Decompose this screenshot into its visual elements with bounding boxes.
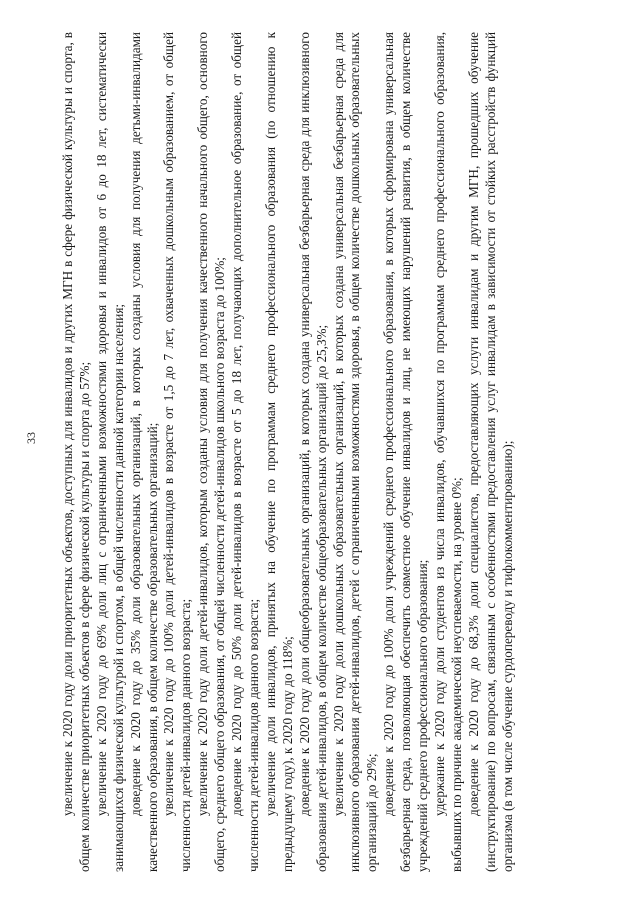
paragraph: доведение к 2020 году до 100% доли учреждений среднего профессионального образования, в которых сформирована универсальная безбарьерная среда, позволяющая обеспечить совместное обучение инвалидов и лиц, не имеющих нарушений развития, в общем количестве учреждений среднего профессионального образования; (381, 32, 431, 872)
paragraph: доведение к 2020 году доли общеобразовательных организаций, в которых создана универсальная безбарьерная среда для инклюзивного образования детей-инвалидов, в общем количестве общеобразовательных организаций до 25,3%; (296, 32, 329, 872)
paragraph: увеличение доли инвалидов, принятых на обучение по программам среднего профессионального образования (по отношению к предыдущему году), к 2020 году до 118%; (262, 32, 295, 872)
paragraph: увеличение к 2020 году доли дошкольных образовательных организаций, в которых создана универсальная безбарьерная среда для инклюзивного образования детей-инвалидов, детей с ограниченными возможностями здоровья, в общем количестве дошкольных образовательных организаций до 29%; (330, 32, 380, 872)
paragraph: увеличение к 2020 году до 69% доли лиц с ограниченными возможностями здоровья и инвалидов от 6 до 18 лет, систематически занимающихся физической культурой и спортом, в общей численности данной категории населения; (93, 32, 126, 872)
page-number: 33 (24, 432, 38, 444)
paragraph: увеличение к 2020 году до 100% доли детей-инвалидов в возрасте от 1,5 до 7 лет, охваченных дошкольным образованием, от общей численности детей-инвалидов данного возраста; (161, 32, 194, 872)
paragraph: доведение к 2020 году до 35% доли образовательных организаций, в которых созданы условия для получения детьми-инвалидами качественного образования, в общем количестве образовательных организаций; (127, 32, 160, 872)
document-body (60, 32, 516, 872)
paragraph: доведение к 2020 году до 50% доли детей-инвалидов в возрасте от 5 до 18 лет, получающих дополнительное образование, от общей численности детей-инвалидов данного возраста; (229, 32, 261, 872)
paragraph: удержание к 2020 году доли студентов из числа инвалидов, обучавшихся по программам среднего профессионального образования, выбывших по причине академической неуспеваемости, на уровне 0%; (431, 32, 464, 872)
paragraph: доведение к 2020 году до 68,3% доли специалистов, предоставляющих услуги инвалидам и другим МГН, прошедших обучение (инструктирование) по вопросам, связанным с особенностями предоставления услуг инвалидам в зависимости от стойких расстройств функций организма (в том числе обучение сурдопереводу и тифлокомментированию); (465, 32, 515, 872)
paragraph: увеличение к 2020 году доли приоритетных объектов, доступных для инвалидов и других МГН в сфере физической культуры и спорта, в общем количестве приоритетных объектов в сфере физической культуры и спорта до 57%; (60, 32, 92, 872)
paragraph: увеличение к 2020 году доли детей-инвалидов, которым созданы условия для получения качественного начального общего, основного общего, среднего общего образования, от общей численности детей-инвалидов школьного возраста до 100%; (195, 32, 228, 872)
